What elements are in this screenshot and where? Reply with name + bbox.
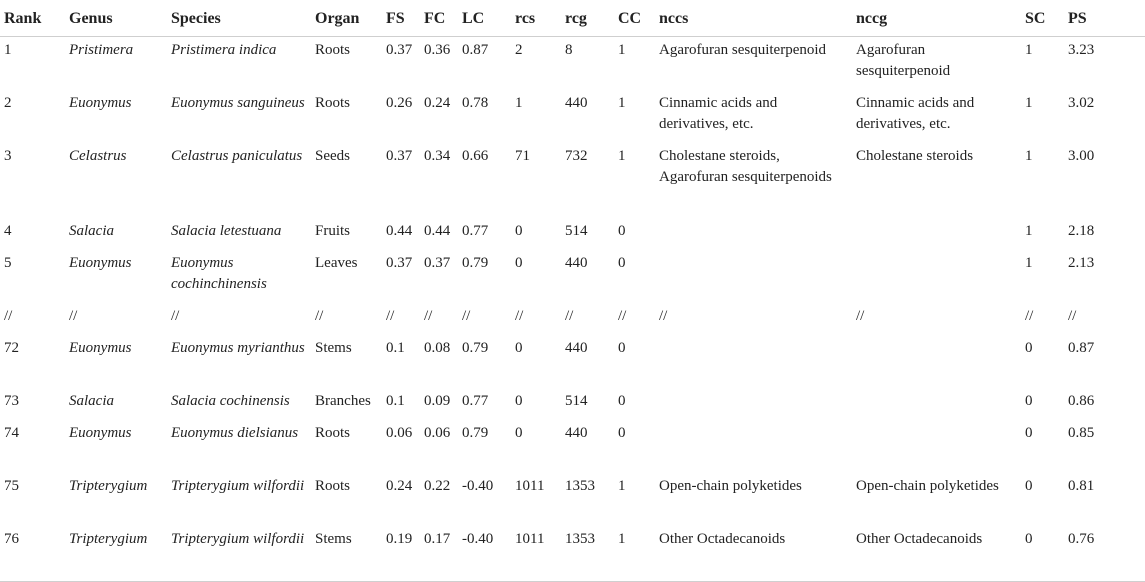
cell-lc: 0.77 xyxy=(462,393,489,409)
table-row xyxy=(0,388,1145,420)
cell-genus: Salacia xyxy=(69,223,114,239)
cell-nccg xyxy=(852,218,1021,250)
cell-rcs: 1 xyxy=(515,95,523,111)
cell-organ: Stems xyxy=(311,526,382,582)
cell-ps: 3.00 xyxy=(1068,148,1095,164)
cell-nccg xyxy=(852,250,1021,303)
cell-species: Euonymus dielsianus xyxy=(171,425,299,441)
cell-nccg xyxy=(852,388,1021,420)
cell-cc: 0 xyxy=(618,223,626,239)
cell-fc: 0.17 xyxy=(420,526,458,582)
cell-nccg: Agarofuran sesquiterpenoid xyxy=(856,42,951,79)
cell-nccs: Other Octadecanoids xyxy=(655,526,852,582)
cell-organ: // xyxy=(315,308,324,324)
cell-organ: Leaves xyxy=(315,255,358,271)
table-row xyxy=(0,143,1145,218)
cell-fs: 0.19 xyxy=(382,526,420,582)
cell-genus: Salacia xyxy=(69,393,114,409)
cell-lc: 0.87 xyxy=(462,42,489,58)
cell-fs: 0.24 xyxy=(386,478,413,494)
cell-cc: 1 xyxy=(614,526,655,582)
cell-organ: Roots xyxy=(315,478,351,494)
cell-nccg: Cholestane steroids xyxy=(856,148,974,164)
cell-rank: 3 xyxy=(4,148,12,164)
cell-genus: Euonymus xyxy=(69,95,132,111)
cell-sc: 0 xyxy=(1025,340,1033,356)
cell-rank: 74 xyxy=(4,425,19,441)
header-rcs: rcs xyxy=(511,0,561,37)
table-row xyxy=(0,420,1145,473)
header-sc: SC xyxy=(1021,0,1064,37)
cell-rank: 2 xyxy=(4,95,12,111)
cell-rank: 76 xyxy=(0,526,65,582)
cell-rcg: 514 xyxy=(565,393,588,409)
table-row xyxy=(0,473,1145,526)
cell-fc: 0.09 xyxy=(424,393,451,409)
cell-sc: // xyxy=(1025,308,1034,324)
header-fs: FS xyxy=(382,0,420,37)
cell-genus: // xyxy=(69,308,78,324)
cell-rcs: 71 xyxy=(515,148,530,164)
table-row xyxy=(0,303,1145,335)
cell-lc: 0.79 xyxy=(462,425,489,441)
cell-organ: Stems xyxy=(315,340,352,356)
header-nccs: nccs xyxy=(655,0,852,37)
cell-organ: Roots xyxy=(315,425,351,441)
cell-fs: 0.44 xyxy=(386,223,413,239)
cell-rcg: 732 xyxy=(565,148,588,164)
cell-species: Salacia letestuana xyxy=(171,223,282,239)
header-rank: Rank xyxy=(0,0,65,37)
cell-lc: 0.66 xyxy=(462,148,489,164)
cell-nccg: // xyxy=(856,308,865,324)
cell-sc: 1 xyxy=(1025,255,1033,271)
cell-rank: 75 xyxy=(4,478,19,494)
cell-nccg: Open-chain polyketides xyxy=(856,478,999,494)
cell-rcg: 440 xyxy=(565,255,588,271)
cell-species: // xyxy=(171,308,180,324)
cell-ps: 3.23 xyxy=(1068,42,1095,58)
cell-genus: Celastrus xyxy=(69,148,127,164)
cell-species: Tripterygium wilfordii xyxy=(171,478,305,494)
cell-species: Tripterygium wilfordii xyxy=(167,526,311,582)
cell-nccs: // xyxy=(659,308,668,324)
cell-nccs: Cholestane steroids, Agarofuran sesquiterpenoids xyxy=(659,148,832,185)
cell-rcg: 8 xyxy=(565,42,573,58)
cell-ps: 0.87 xyxy=(1068,340,1095,356)
cell-sc: 0 xyxy=(1025,393,1033,409)
cell-rcs: 0 xyxy=(515,393,523,409)
cell-rcg: 440 xyxy=(565,340,588,356)
cell-rcg: 440 xyxy=(565,95,588,111)
cell-rank: 5 xyxy=(4,255,12,271)
cell-genus: Tripterygium xyxy=(65,526,167,582)
cell-rcs: 1011 xyxy=(511,526,561,582)
header-lc: LC xyxy=(458,0,511,37)
cell-lc: 0.78 xyxy=(462,95,489,111)
cell-sc: 1 xyxy=(1025,42,1033,58)
cell-cc: 1 xyxy=(618,42,626,58)
cell-species: Salacia cochinensis xyxy=(171,393,290,409)
cell-genus: Euonymus xyxy=(69,340,132,356)
cell-cc: 0 xyxy=(618,425,626,441)
cell-fs: 0.37 xyxy=(386,255,413,271)
cell-ps: 3.02 xyxy=(1068,95,1095,111)
cell-ps: // xyxy=(1068,308,1077,324)
cell-organ: Seeds xyxy=(315,148,350,164)
cell-fc: 0.34 xyxy=(424,148,451,164)
cell-rcs: 1011 xyxy=(515,478,545,494)
cell-cc: // xyxy=(618,308,627,324)
cell-lc: 0.79 xyxy=(462,340,489,356)
cell-cc: 0 xyxy=(618,393,626,409)
header-row xyxy=(0,0,1145,37)
header-organ: Organ xyxy=(311,0,382,37)
cell-species: Euonymus myrianthus xyxy=(171,340,305,356)
cell-rcg: 1353 xyxy=(561,526,614,582)
table-row xyxy=(0,90,1145,143)
cell-sc: 0 xyxy=(1021,526,1064,582)
cell-rcs: 0 xyxy=(515,255,523,271)
cell-fc: 0.22 xyxy=(424,478,451,494)
cell-fc: 0.24 xyxy=(424,95,451,111)
cell-cc: 0 xyxy=(618,340,626,356)
header-fc: FC xyxy=(420,0,458,37)
table-row xyxy=(0,526,1145,582)
cell-rcg: 440 xyxy=(565,425,588,441)
cell-rcg: 1353 xyxy=(565,478,595,494)
cell-ps: 0.86 xyxy=(1068,393,1095,409)
cell-species: Euonymus cochinchinensis xyxy=(171,255,267,292)
cell-fs: // xyxy=(386,308,395,324)
cell-fs: 0.26 xyxy=(386,95,413,111)
cell-fc: 0.44 xyxy=(424,223,451,239)
cell-rank: 1 xyxy=(4,42,12,58)
cell-species: Pristimera indica xyxy=(171,42,277,58)
header-species: Species xyxy=(167,0,311,37)
cell-rcs: 2 xyxy=(515,42,523,58)
header-rcg: rcg xyxy=(561,0,614,37)
cell-sc: 1 xyxy=(1025,95,1033,111)
cell-organ: Branches xyxy=(315,393,371,409)
cell-rcs: 0 xyxy=(515,340,523,356)
header-nccg: nccg xyxy=(852,0,1021,37)
table-row xyxy=(0,335,1145,388)
cell-lc: 0.79 xyxy=(462,255,489,271)
cell-organ: Fruits xyxy=(315,223,351,239)
cell-organ: Roots xyxy=(315,42,351,58)
cell-nccs xyxy=(655,250,852,303)
cell-fs: 0.1 xyxy=(386,340,405,356)
cell-nccs xyxy=(655,420,852,473)
cell-cc: 1 xyxy=(618,478,626,494)
cell-nccg: Other Octadecanoids xyxy=(852,526,1021,582)
header-ps: PS xyxy=(1064,0,1145,37)
cell-ps: 2.18 xyxy=(1068,223,1095,239)
header-cc: CC xyxy=(614,0,655,37)
cell-rank: 72 xyxy=(4,340,19,356)
cell-rank: 4 xyxy=(4,223,12,239)
cell-fc: 0.08 xyxy=(424,340,451,356)
cell-lc: -0.40 xyxy=(458,526,511,582)
cell-nccg xyxy=(852,420,1021,473)
cell-fc: 0.06 xyxy=(424,425,451,441)
cell-cc: 0 xyxy=(618,255,626,271)
cell-species: Celastrus paniculatus xyxy=(171,148,303,164)
cell-ps: 0.76 xyxy=(1064,526,1145,582)
cell-fs: 0.37 xyxy=(386,42,413,58)
cell-sc: 0 xyxy=(1025,478,1033,494)
header-genus: Genus xyxy=(65,0,167,37)
cell-genus: Tripterygium xyxy=(69,478,148,494)
cell-genus: Euonymus xyxy=(69,255,132,271)
cell-rcs: 0 xyxy=(515,425,523,441)
cell-genus: Pristimera xyxy=(69,42,134,58)
cell-cc: 1 xyxy=(618,95,626,111)
cell-sc: 0 xyxy=(1025,425,1033,441)
cell-fc: 0.37 xyxy=(424,255,451,271)
cell-fs: 0.37 xyxy=(386,148,413,164)
table-row xyxy=(0,37,1145,91)
cell-fc: 0.36 xyxy=(424,42,451,58)
cell-ps: 2.13 xyxy=(1068,255,1095,271)
cell-lc: // xyxy=(462,308,471,324)
table-row xyxy=(0,250,1145,303)
cell-rcs: // xyxy=(515,308,524,324)
cell-rcs: 0 xyxy=(515,223,523,239)
cell-sc: 1 xyxy=(1025,148,1033,164)
cell-ps: 0.85 xyxy=(1068,425,1095,441)
cell-nccg: Cinnamic acids and derivatives, etc. xyxy=(856,95,975,132)
cell-fs: 0.1 xyxy=(386,393,405,409)
cell-rank: // xyxy=(4,308,13,324)
cell-nccs xyxy=(655,218,852,250)
cell-rank: 73 xyxy=(4,393,19,409)
cell-nccs: Agarofuran sesquiterpenoid xyxy=(659,42,827,58)
cell-ps: 0.81 xyxy=(1068,478,1095,494)
cell-cc: 1 xyxy=(618,148,626,164)
cell-nccs xyxy=(655,335,852,388)
cell-organ: Roots xyxy=(315,95,351,111)
cell-rcg: 514 xyxy=(565,223,588,239)
cell-nccs: Open-chain polyketides xyxy=(659,478,802,494)
cell-lc: 0.77 xyxy=(462,223,489,239)
cell-nccs xyxy=(655,388,852,420)
cell-fs: 0.06 xyxy=(386,425,413,441)
cell-genus: Euonymus xyxy=(69,425,132,441)
cell-lc: -0.40 xyxy=(462,478,494,494)
cell-sc: 1 xyxy=(1025,223,1033,239)
table-row xyxy=(0,218,1145,250)
cell-fc: // xyxy=(424,308,433,324)
cell-species: Euonymus sanguineus xyxy=(171,95,305,111)
cell-rcg: // xyxy=(565,308,574,324)
cell-nccs: Cinnamic acids and derivatives, etc. xyxy=(659,95,778,132)
cell-nccg xyxy=(852,335,1021,388)
